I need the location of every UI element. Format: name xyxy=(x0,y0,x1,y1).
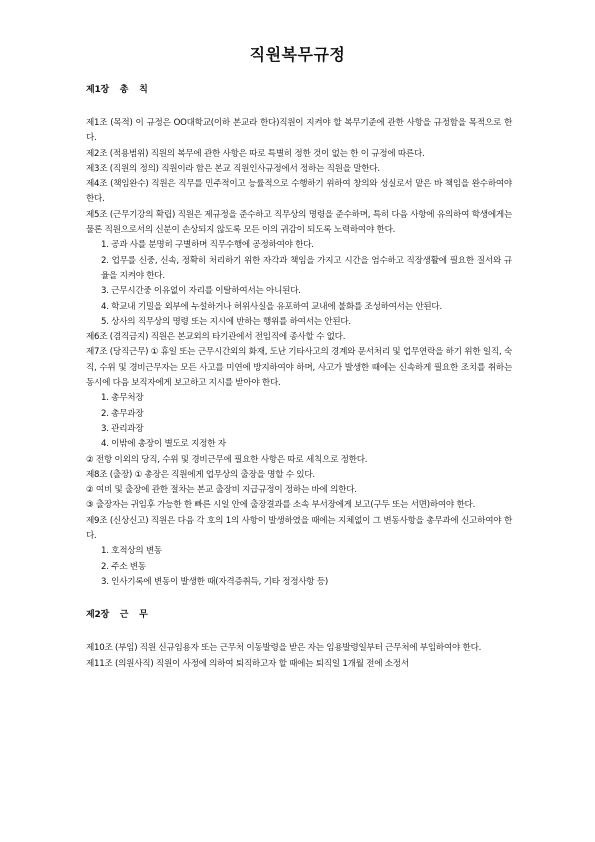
article-7-item-3: 3. 관리과장 xyxy=(101,423,144,434)
article-9-item-1: 1. 호적상의 변동 xyxy=(101,546,162,557)
article-5: 제5조 (근무기강의 확립) 직원은 제규정을 준수하고 직무상의 명령을 준수하며, 특히 다음 사항에 유의하여 학생에게는 물론 직원으로서의 신분이 손상되지 않도록 모든 이의 귀감이 되도록 노력하여야 한다. xyxy=(86,209,512,236)
article-7-item-1: 1. 총무처장 xyxy=(101,393,144,404)
article-11: 제11조 (의원사직) 직원이 사정에 의하여 퇴직하고자 할 때에는 퇴직일 1개월 전에 소정서 xyxy=(86,658,409,669)
article-4: 제4조 (책임완수) 직원은 직무를 민주적이고 능률적으로 수행하기 위하여 창의와 성실로서 맡은 바 책임을 완수하여야 한다. xyxy=(86,179,512,205)
article-5-item-1: 1. 공과 사를 분명히 구별하며 직무수행에 공정하여야 한다. xyxy=(101,240,314,251)
article-8-paragraph-2: ② 여비 및 출장에 관한 절차는 본교 출장비 지급규정이 정하는 바에 의한다. xyxy=(86,485,357,496)
article-5-item-4: 4. 학교내 기밀을 외부에 누설하거나 허위사실을 유포하여 교내에 불화를 조성하여서는 안된다. xyxy=(101,301,442,312)
document-title: 직원복무규정 xyxy=(249,45,346,64)
article-9: 제9조 (신상신고) 직원은 다음 각 호의 1의 사항이 발생하였을 때에는 지체없이 그 변동사항을 총무과에 신고하여야 한다. xyxy=(86,515,512,542)
article-3: 제3조 (직원의 정의) 직원이라 함은 본교 직원인사규정에서 정하는 직원을 말한다. xyxy=(86,163,380,174)
article-6: 제6조 (겸직금지) 직원은 본교외의 타기관에서 전임직에 종사할 수 없다. xyxy=(86,332,346,343)
article-8-paragraph-3: ③ 출장자는 귀임후 가능한 한 빠른 시일 안에 출장결과를 소속 부서장에게 보고(구두 또는 서면)하여야 한다. xyxy=(86,500,476,511)
article-5-item-3: 3. 근무시간중 이유없이 자리를 이탈하여서는 아니된다. xyxy=(101,286,301,297)
chapter-2-heading: 제2장 근 무 xyxy=(86,610,148,621)
article-5-item-2: 2. 업무를 신중, 신속, 정확히 처리하기 위한 자각과 책임을 가지고 시간을 엄수하고 직장생활에 필요한 질서와 규율을 지켜야 한다. xyxy=(101,255,512,281)
spacer xyxy=(86,590,512,608)
document-body xyxy=(86,83,512,672)
article-7-item-4: 4. 이밖에 총장이 별도로 지정한 자 xyxy=(101,439,226,450)
article-5-item-5: 5. 상사의 직무상의 명령 또는 지시에 반하는 행위를 하여서는 안된다. xyxy=(101,316,351,327)
spacer xyxy=(86,623,512,641)
chapter-1-heading: 제1장 총 칙 xyxy=(86,85,148,95)
article-1: 제1조 (목적) 이 규정은 OO대학교(이하 본교라 한다)직원이 지켜야 할 복무기준에 관한 사항을 규정함을 목적으로 한다. xyxy=(86,118,512,144)
article-9-item-3: 3. 인사기록에 변동이 발생한 때(자격증취득, 기타 정정사항 등) xyxy=(101,576,328,587)
article-7-item-2: 2. 총무과장 xyxy=(101,408,144,419)
article-10: 제10조 (부임) 직원 신규임용자 또는 근무처 이동발령을 받은 자는 임용발령일부터 근무처에 부임하여야 한다. xyxy=(86,643,482,654)
spacer xyxy=(86,98,512,116)
article-8: 제8조 (출장) ① 총장은 직원에게 업무상의 출장을 명할 수 있다. xyxy=(86,469,315,480)
article-7-paragraph-2: ② 전항 이외의 당직, 수위 및 경비근무에 필요한 사항은 따로 세칙으로 정한다. xyxy=(86,454,368,465)
article-2: 제2조 (적용범위) 직원의 복무에 관한 사항은 따로 특별히 정한 것이 없는 한 이 규정에 따른다. xyxy=(86,148,425,159)
article-9-item-2: 2. 주소 변동 xyxy=(101,561,146,572)
article-7: 제7조 (당직근무) ① 휴일 또는 근무시간외의 화재, 도난 기타사고의 경계와 문서처리 및 업무연락을 하기 위한 일직, 숙직, 수위 및 경비근무자는 모든 사고를 미연에 방지하여야 하며, 사고가 발생한 때에는 신속하게 필요한 조치를 취하는 동시에 다음 보직자에게 보고하고 지시를 받아야 한다. xyxy=(86,347,512,389)
